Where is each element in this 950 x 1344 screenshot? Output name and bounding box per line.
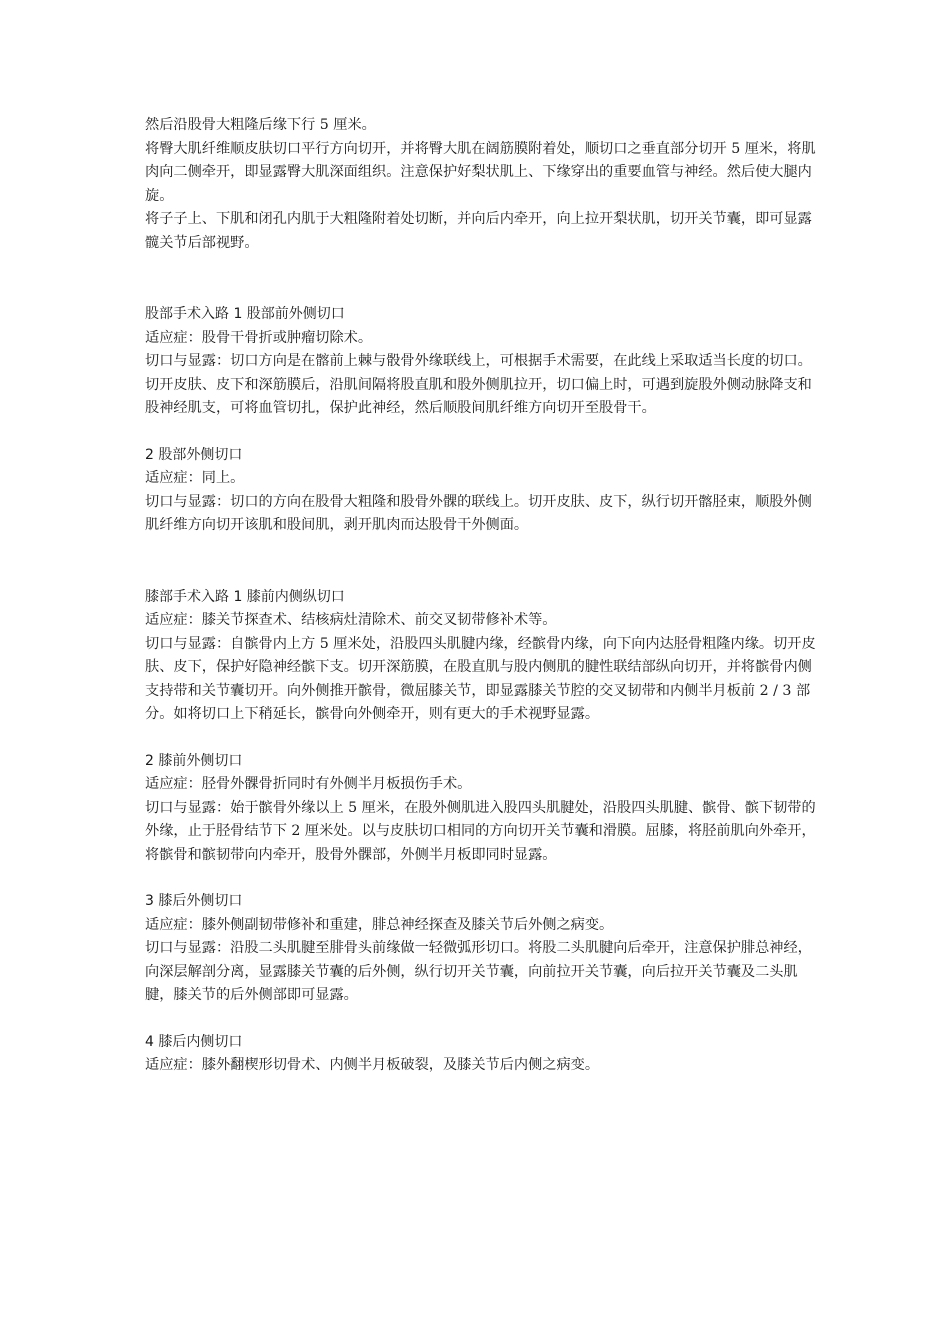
section-heading: 股部手术入路 1 股部前外侧切口 — [145, 306, 345, 322]
indication-line: 适应症：膝外侧副韧带修补和重建，腓总神经探查及膝关节后外侧之病变。 — [145, 916, 614, 933]
subsection-heading: 2 股部外侧切口 — [145, 446, 243, 463]
section-spacer — [145, 538, 817, 586]
paragraph: 将子子上、下肌和闭孔内肌于大粗隆附着处切断，并向后内牵开，向上拉开梨状肌，切开关节囊，即可显露髋关节后部视野。 — [145, 211, 812, 251]
document-body — [145, 114, 817, 1078]
subsection-heading: 4 膝后内侧切口 — [145, 1033, 243, 1050]
section-spacer — [145, 727, 817, 750]
section-spacer — [145, 1008, 817, 1031]
indication-line: 适应症：股骨干骨折或肿瘤切除术。 — [145, 329, 373, 346]
indication-line: 适应症：膝外翻楔形切骨术、内侧半月板破裂，及膝关节后内侧之病变。 — [145, 1057, 600, 1073]
paragraph: 将臀大肌纤维顺皮肤切口平行方向切开，并将臀大肌在阔筋膜附着处，顺切口之垂直部分切开 5 厘米，将肌肉向二侧牵开，即显露臀大肌深面组织。注意保护好梨状肌上、下缘穿出的重要血管与神经。然后使大腿内旋。 — [145, 140, 816, 204]
indication-line: 适应症：同上。 — [145, 470, 245, 486]
section-spacer — [145, 867, 817, 890]
section-spacer — [145, 255, 817, 303]
indication-line: 适应症：膝关节探查术、结核病灶清除术、前交叉韧带修补术等。 — [145, 612, 557, 628]
subsection-heading: 2 膝前外侧切口 — [145, 752, 243, 769]
paragraph: 切口与显露：切口的方向在股骨大粗隆和股骨外髁的联线上。切开皮肤、皮下，纵行切开髂胫束，顺股外侧肌纤维方向切开该肌和股间肌，剥开肌肉而达股骨干外侧面。 — [145, 493, 812, 533]
paragraph: 切口与显露：始于髌骨外缘以上 5 厘米，在股外侧肌进入股四头肌腱处，沿股四头肌腱、髌骨、髌下韧带的外缘，止于胫骨结节下 2 厘米处。以与皮肤切口相同的方向切开关节囊和滑膜。屈膝，将胫前肌向外牵开，将髌骨和髌韧带向内牵开，股骨外髁部，外侧半月板即同时显露。 — [145, 799, 816, 863]
paragraph: 切口与显露：自髌骨内上方 5 厘米处，沿股四头肌腱内缘，经髌骨内缘，向下向内达胫骨粗隆内缘。切开皮肤、皮下，保护好隐神经髌下支。切开深筋膜，在股直肌与股内侧肌的腱性联结部纵向切开，并将髌骨内侧支持带和关节囊切开。向外侧推开髌骨，微屈膝关节，即显露膝关节腔的交叉韧带和内侧半月板前 2 / 3 部分。如将切口上下稍延长，髌骨向外侧牵开，则有更大的手术视野显露。 — [145, 635, 816, 722]
paragraph: 切口与显露：沿股二头肌腱至腓骨头前缘做一轻微弧形切口。将股二头肌腱向后牵开，注意保护腓总神经，向深层解剖分离，显露膝关节囊的后外侧，纵行切开关节囊，向前拉开关节囊，向后拉开关节囊及二头肌腱，膝关节的后外侧部即可显露。 — [145, 940, 812, 1003]
paragraph: 然后沿股骨大粗隆后缘下行 5 厘米。 — [145, 117, 376, 133]
indication-line: 适应症：胫骨外髁骨折同时有外侧半月板损伤手术。 — [145, 776, 472, 792]
paragraph: 切口与显露：切口方向是在髂前上棘与骰骨外缘联线上，可根据手术需要，在此线上采取适当长度的切口。切开皮肤、皮下和深筋膜后，沿肌间隔将股直肌和股外侧肌拉开，切口偏上时，可遇到旋股外侧动脉降支和股神经肌支，可将血管切扎，保护此神经，然后顺股间肌纤维方向切开至股骨干。 — [145, 353, 812, 416]
section-heading: 膝部手术入路 1 膝前内侧纵切口 — [145, 588, 345, 605]
subsection-heading: 3 膝后外侧切口 — [145, 893, 243, 909]
section-spacer — [145, 421, 817, 444]
